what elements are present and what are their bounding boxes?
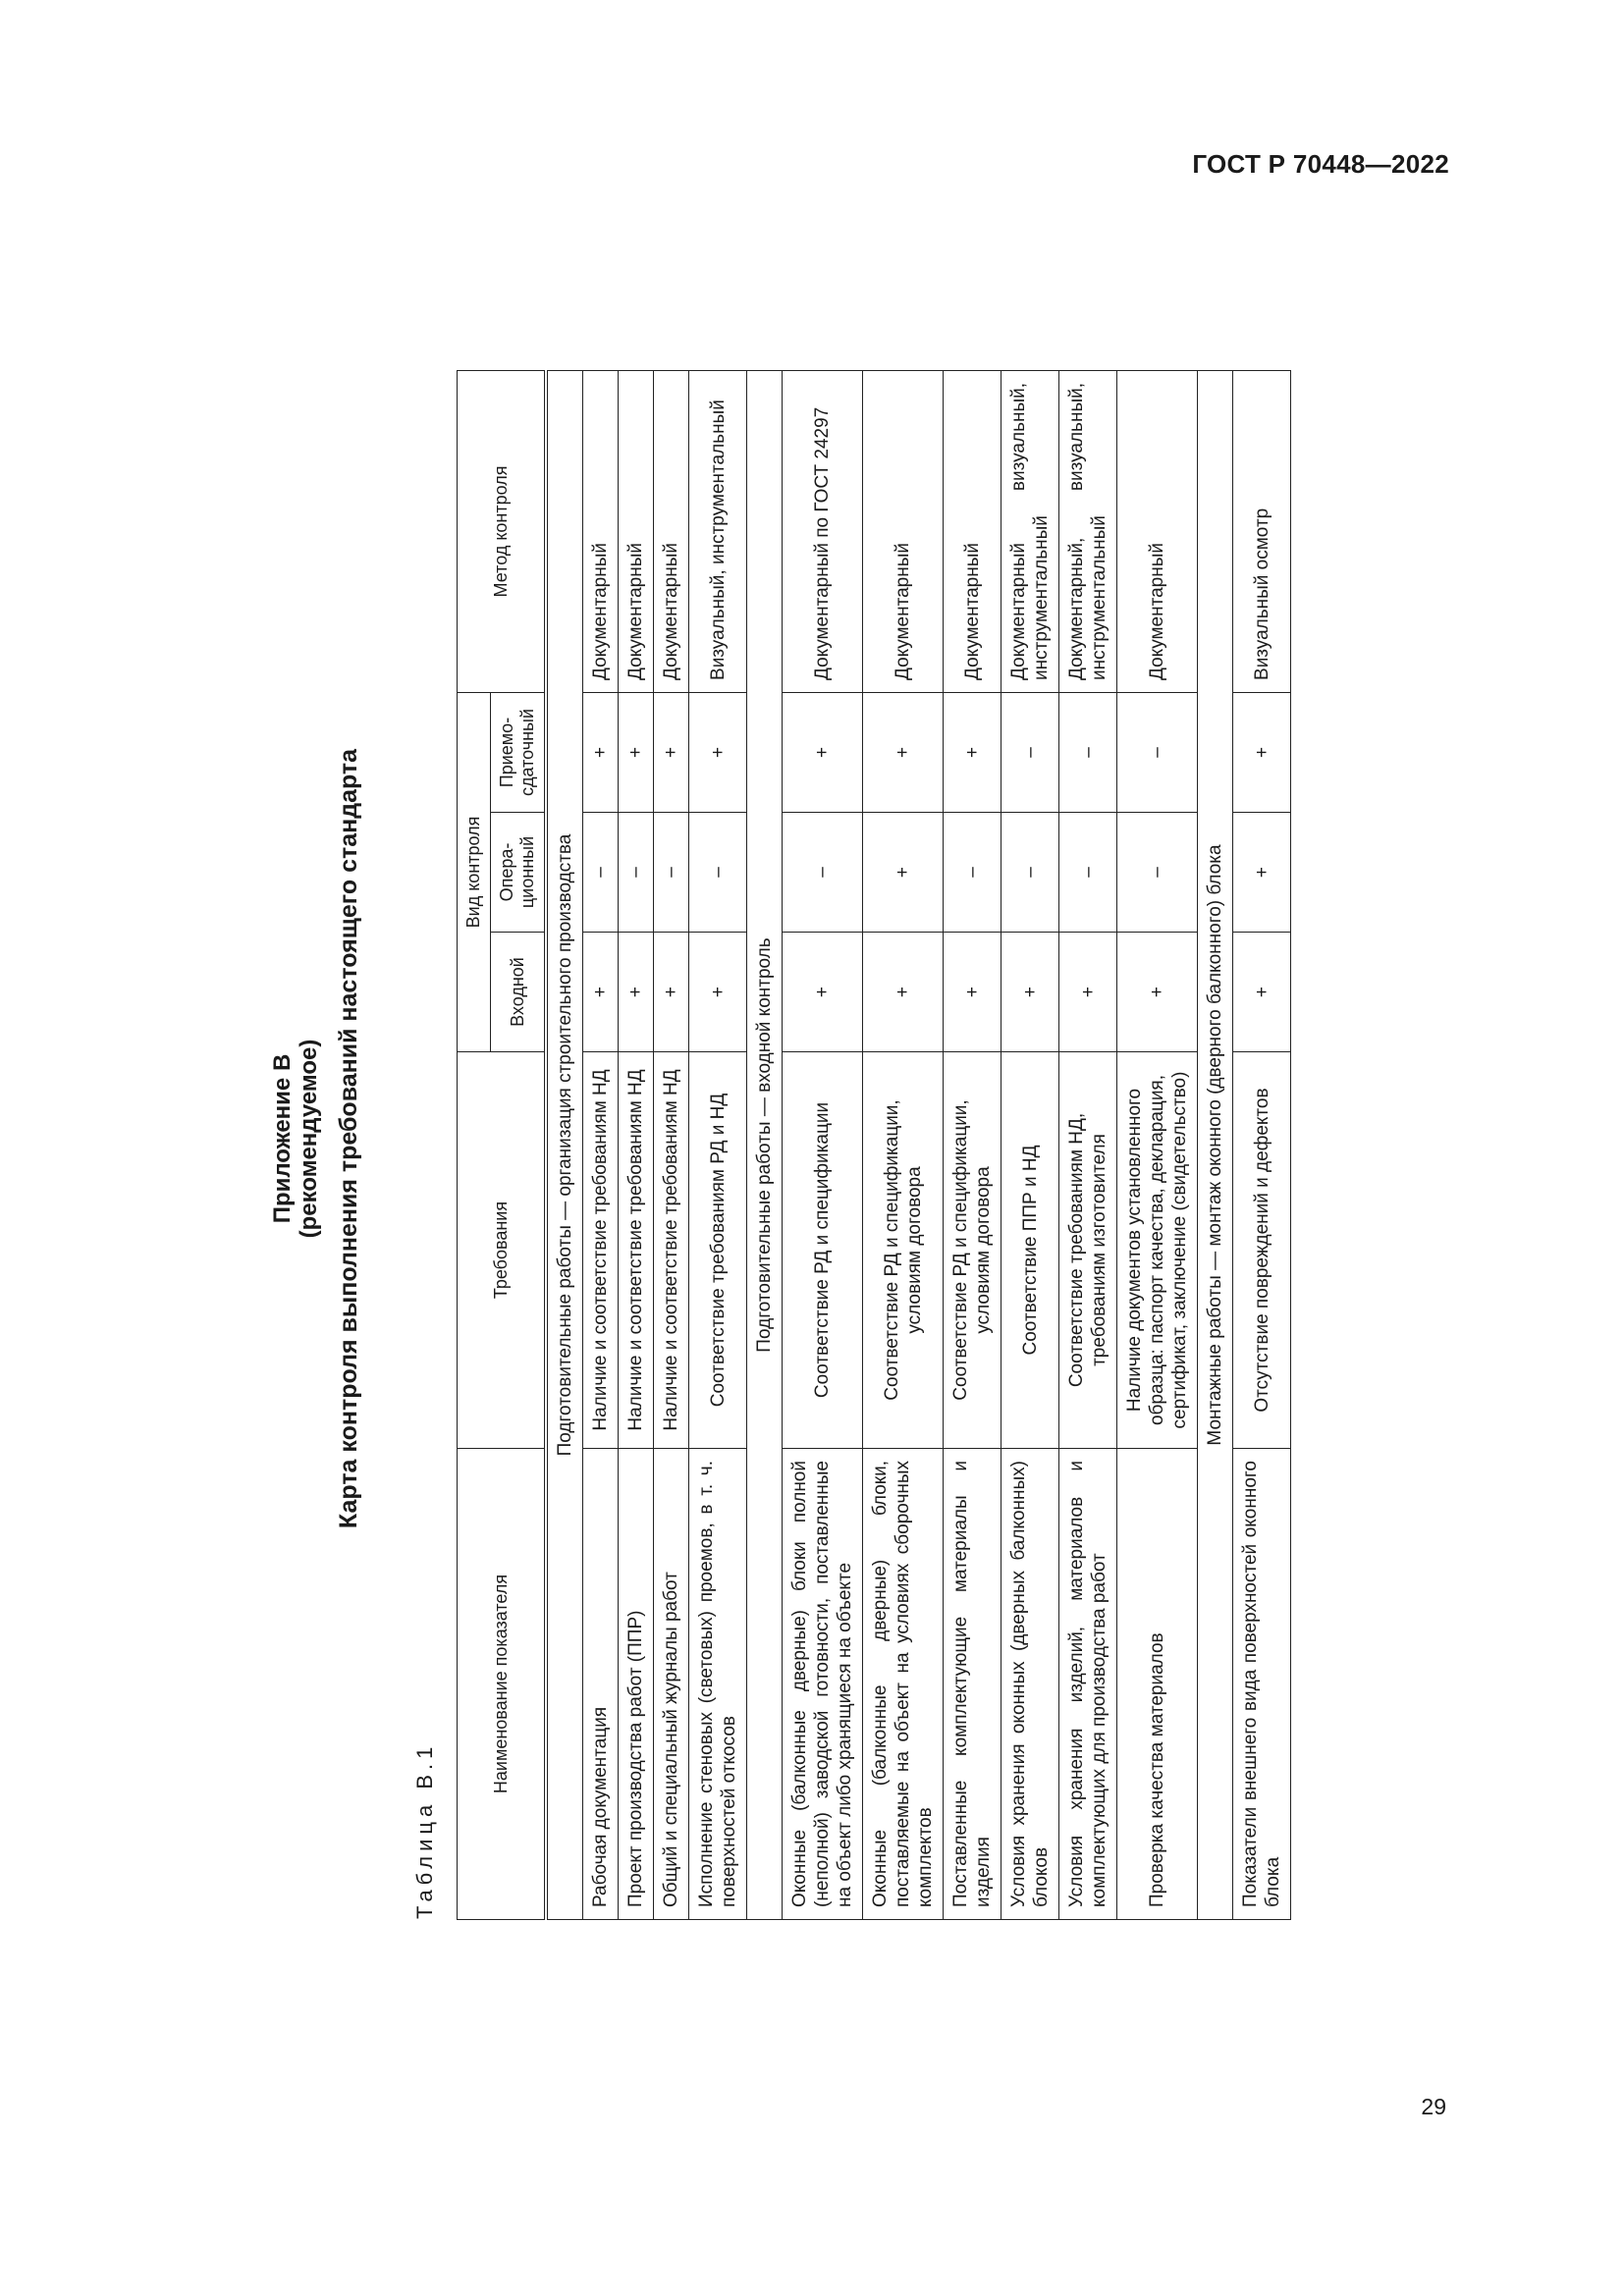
table-row — [944, 370, 1001, 1919]
operational-control-cell: – — [1117, 813, 1198, 933]
operational-control-cell: + — [863, 813, 944, 933]
acceptance-control-cell: + — [783, 692, 863, 812]
control-method-cell: Документарный — [619, 370, 654, 692]
section-row — [747, 370, 783, 1919]
table-row — [583, 370, 619, 1919]
control-map-table — [457, 370, 1291, 1920]
section-title: Монтажные работы — монтаж оконного (дверного балконного) блока — [1198, 370, 1233, 1919]
requirement-cell: Наличие документов установленного образца: паспорт качества, декларация, сертификат, заключение (свидетельство) — [1117, 1052, 1198, 1449]
control-method-cell: Документарный, визуальный, инструментальный — [1059, 370, 1117, 692]
control-method-cell: Визуальный осмотр — [1233, 370, 1291, 692]
appendix-title: Приложение В — [269, 1053, 296, 1224]
incoming-control-cell: + — [619, 933, 654, 1052]
table-row — [863, 370, 944, 1919]
incoming-control-cell: + — [944, 933, 1001, 1052]
requirement-cell: Соответствие РД и спецификации, условиям договора — [863, 1052, 944, 1449]
indicator-name-cell: Исполнение стеновых (световых) проемов, в т. ч. поверхностей откосов — [689, 1449, 747, 1920]
requirement-cell: Соответствие РД и спецификации — [783, 1052, 863, 1449]
control-method-cell: Документарный — [944, 370, 1001, 692]
incoming-control-cell: + — [1117, 933, 1198, 1052]
acceptance-control-cell: + — [654, 692, 689, 812]
incoming-control-cell: + — [583, 933, 619, 1052]
requirement-cell: Соответствие требованиям РД и НД — [689, 1052, 747, 1449]
incoming-control-cell: + — [863, 933, 944, 1052]
operational-control-cell: – — [783, 813, 863, 933]
section-title: Подготовительные работы — входной контроль — [747, 370, 783, 1919]
rotated-content — [216, 206, 1394, 2071]
map-title: Карта контроля выполнения требований настоящего стандарта — [335, 748, 362, 1529]
indicator-name-cell: Оконные (балконные дверные) блоки полной (неполной) заводской готовности, поставленные на объект либо хранящиеся на объекте — [783, 1449, 863, 1920]
header-acceptance: Приемо- сдаточный — [491, 692, 547, 812]
control-method-cell: Документарный — [583, 370, 619, 692]
incoming-control-cell: + — [689, 933, 747, 1052]
table-row — [783, 370, 863, 1919]
control-method-cell: Документарный — [654, 370, 689, 692]
table-label: Таблица В.1 — [412, 1741, 437, 1919]
acceptance-control-cell: – — [1117, 692, 1198, 812]
header-name: Наименование показателя — [458, 1449, 547, 1920]
requirement-cell: Наличие и соответствие требованиям НД — [654, 1052, 689, 1449]
indicator-name-cell: Показатели внешнего вида поверхностей оконного блока — [1233, 1449, 1291, 1920]
operational-control-cell: – — [619, 813, 654, 933]
header-operational: Опера- ционный — [491, 813, 547, 933]
requirement-cell: Соответствие РД и спецификации, условиям договора — [944, 1052, 1001, 1449]
acceptance-control-cell: + — [689, 692, 747, 812]
appendix-status: (рекомендуемое) — [296, 1039, 322, 1239]
control-method-cell: Документарный — [1117, 370, 1198, 692]
header-requirements: Требования — [458, 1052, 547, 1449]
operational-control-cell: + — [1233, 813, 1291, 933]
operational-control-cell: – — [689, 813, 747, 933]
indicator-name-cell: Проект производства работ (ППР) — [619, 1449, 654, 1920]
indicator-name-cell: Условия хранения изделий, материалов и комплектующих для производства работ — [1059, 1449, 1117, 1920]
requirement-cell: Соответствие требованиям НД, требованиям изготовителя — [1059, 1052, 1117, 1449]
operational-control-cell: – — [1059, 813, 1117, 933]
table-row — [1001, 370, 1059, 1919]
incoming-control-cell: + — [1233, 933, 1291, 1052]
appendix-heading — [269, 206, 322, 2071]
acceptance-control-cell: – — [1001, 692, 1059, 812]
acceptance-control-cell: – — [1059, 692, 1117, 812]
indicator-name-cell: Поставленные комплектующие материалы и изделия — [944, 1449, 1001, 1920]
table-row — [689, 370, 747, 1919]
table-body — [546, 370, 1291, 1919]
indicator-name-cell: Рабочая документация — [583, 1449, 619, 1920]
standard-code: ГОСТ Р 70448—2022 — [1192, 149, 1449, 179]
requirement-cell: Наличие и соответствие требованиям НД — [619, 1052, 654, 1449]
acceptance-control-cell: + — [863, 692, 944, 812]
page-number: 29 — [1421, 2094, 1446, 2119]
indicator-name-cell: Проверка качества материалов — [1117, 1449, 1198, 1920]
table-row — [1059, 370, 1117, 1919]
incoming-control-cell: + — [1001, 933, 1059, 1052]
table-header — [458, 370, 547, 1919]
section-row — [1198, 370, 1233, 1919]
control-method-cell: Документарный визуальный, инструментальный — [1001, 370, 1059, 692]
indicator-name-cell: Условия хранения оконных (дверных балконных) блоков — [1001, 1449, 1059, 1920]
requirement-cell: Соответствие ППР и НД — [1001, 1052, 1059, 1449]
section-row — [546, 370, 583, 1919]
table-row — [654, 370, 689, 1919]
incoming-control-cell: + — [783, 933, 863, 1052]
control-method-cell: Документарный по ГОСТ 24297 — [783, 370, 863, 692]
acceptance-control-cell: + — [583, 692, 619, 812]
operational-control-cell: – — [654, 813, 689, 933]
acceptance-control-cell: + — [619, 692, 654, 812]
control-method-cell: Визуальный, инструментальный — [689, 370, 747, 692]
incoming-control-cell: + — [1059, 933, 1117, 1052]
indicator-name-cell: Оконные (балконные дверные) блоки, поставляемые на объект на условиях сборочных комплектов — [863, 1449, 944, 1920]
table-row — [1117, 370, 1198, 1919]
header-method: Метод контроля — [458, 370, 547, 692]
requirement-cell: Наличие и соответствие требованиям НД — [583, 1052, 619, 1449]
table-row — [1233, 370, 1291, 1919]
acceptance-control-cell: + — [1233, 692, 1291, 812]
operational-control-cell: – — [583, 813, 619, 933]
operational-control-cell: – — [1001, 813, 1059, 933]
header-control-type: Вид контроля — [458, 692, 491, 1051]
header-incoming: Входной — [491, 933, 547, 1052]
section-title: Подготовительные работы — организация строительного производства — [546, 370, 583, 1919]
requirement-cell: Отсутствие повреждений и дефектов — [1233, 1052, 1291, 1449]
incoming-control-cell: + — [654, 933, 689, 1052]
indicator-name-cell: Общий и специальный журналы работ — [654, 1449, 689, 1920]
operational-control-cell: – — [944, 813, 1001, 933]
table-row — [619, 370, 654, 1919]
control-method-cell: Документарный — [863, 370, 944, 692]
acceptance-control-cell: + — [944, 692, 1001, 812]
